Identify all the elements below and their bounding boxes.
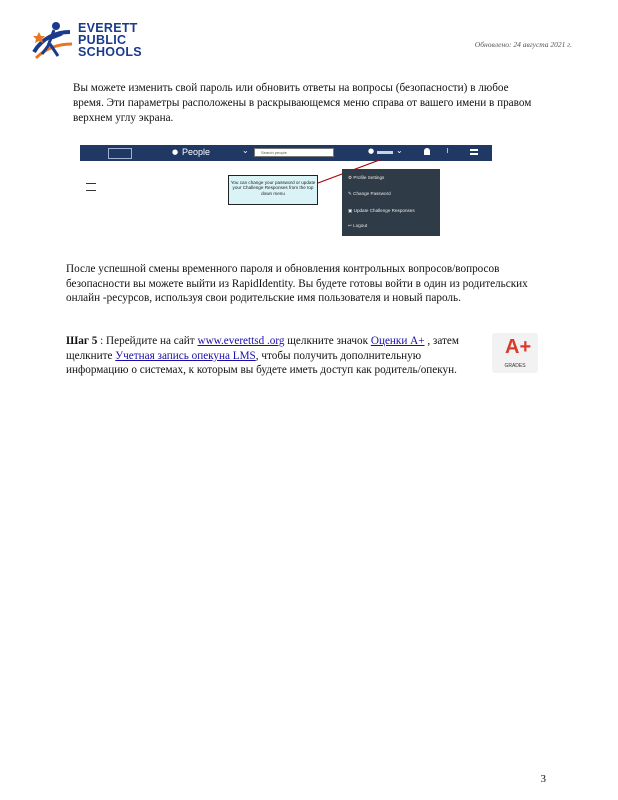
bell-icon[interactable] <box>424 148 430 155</box>
menu-item-update-challenge[interactable]: ▣ Update Challenge Responses <box>348 208 415 213</box>
menu-item-profile-settings[interactable]: ⚙ Profile Settings <box>348 175 385 180</box>
logo-line-3: SCHOOLS <box>78 45 142 59</box>
search-input[interactable]: Search people <box>254 148 334 157</box>
grades-link[interactable]: Оценки A+ <box>370 335 425 347</box>
step-text-2: щелкните значок <box>284 335 371 347</box>
menu-label: Profile Settings <box>353 175 385 180</box>
page-number: 3 <box>540 773 546 785</box>
list-view-icon[interactable] <box>86 183 96 191</box>
step-label: Шаг 5 <box>66 335 98 347</box>
step-text-1: : Перейдите на сайт <box>97 335 198 347</box>
activity-icon[interactable]: ≀ <box>446 146 449 155</box>
chevron-down-icon[interactable]: ⌄ <box>242 146 249 155</box>
app-logo-icon <box>108 148 132 159</box>
menu-icon[interactable] <box>470 149 478 155</box>
logo-line-2: PUBLIC <box>78 33 127 47</box>
grades-label: GRADES <box>504 363 526 369</box>
menu-label: Logout <box>353 223 368 228</box>
logo-swoosh-icon <box>30 18 78 64</box>
lms-guardian-link[interactable]: Учетная запись опекуна LMS <box>115 349 256 362</box>
app-top-bar <box>80 145 492 161</box>
updated-date: Обновлено: 24 августа 2021 г. <box>474 40 572 49</box>
everettsd-link[interactable]: www.everettsd .org <box>197 335 285 347</box>
menu-item-change-password[interactable]: ✎ Change Password <box>348 191 391 196</box>
logo-line-1: EVERETT <box>78 21 138 35</box>
user-dropdown-menu <box>342 169 440 236</box>
app-name: People <box>182 147 211 157</box>
instruction-tooltip: You can change your password or update your Challenge Responses from the top down menu <box>228 175 318 205</box>
menu-item-logout[interactable]: ↩ Logout <box>348 223 368 228</box>
grades-letter: A+ <box>505 336 532 358</box>
people-icon: ● <box>172 148 179 156</box>
step-text-4: , чтобы получить дополнительную информацию о системах, к которым вы будете иметь доступ как родитель/опекун. <box>66 349 457 377</box>
step-5-paragraph <box>66 334 476 378</box>
menu-label: Update Challenge Responses <box>353 208 415 213</box>
paragraph-after-change: После успешной смены временного пароля и обновления контрольных вопросов/вопросов безопасности вы можете выйти из RapidIdentity. Вы будете готовы войти в один из родительских онлайн -ресурсов, используя свои родительские имя пользователя и новый пароль. <box>66 263 528 305</box>
user-name-menu[interactable] <box>377 151 393 154</box>
user-menu-chevron-icon[interactable]: ⌄ <box>396 146 403 155</box>
user-icon[interactable]: ● <box>368 147 375 155</box>
step-text-3: , затем щелкните <box>66 335 459 362</box>
menu-label: Change Password <box>353 191 391 196</box>
district-logo <box>30 18 150 68</box>
grades-app-icon[interactable] <box>492 333 538 373</box>
logo-text <box>78 22 142 58</box>
paragraph-change-password: Вы можете изменить свой пароль или обновить ответы на вопросы (безопасности) в любое время. Эти параметры расположены в раскрывающемся меню справа от вашего имени в правом верхнем углу экрана. <box>73 82 532 124</box>
rapididentity-screenshot <box>80 145 492 238</box>
